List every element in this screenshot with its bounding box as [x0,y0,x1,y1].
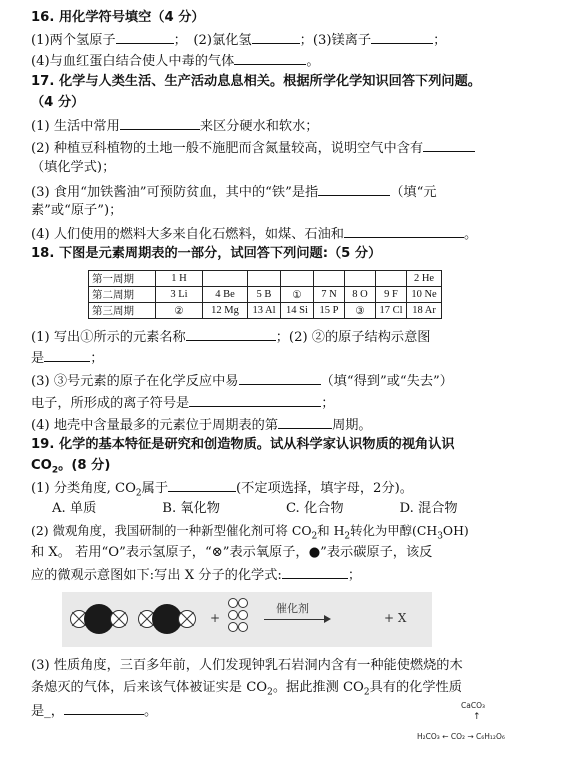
q18-line3: (3) ③号元素的原子在化学反应中易 （填“得到”或“失去”） [31,374,453,389]
element-cell: 12 Mg [203,303,248,319]
option-a: A. 单质 [52,501,97,516]
plus-sign: + [210,611,221,625]
conversion-chain: H₂CO₃ ← CO₂ → C₆H₁₂O₆ [417,732,505,741]
element-cell: 4 Be [203,287,248,303]
q17-line1: (1) 生活中常用 来区分硬水和软水； [31,119,319,134]
hydrogen-atom [238,610,248,620]
option-b: B. 氧化物 [162,501,220,516]
element-cell: 14 Si [281,303,314,319]
answer-blank[interactable] [120,117,200,130]
option-d: D. 混合物 [399,501,458,516]
catalyst-label: 催化剂 [276,602,309,615]
q16-title: 16. 用化学符号填空（4 分） [31,10,205,25]
answer-blank[interactable] [344,225,464,238]
q18-title: 18. 下图是元素周期表的一部分，试回答下列问题:（5 分） [31,246,382,261]
answer-blank[interactable] [189,394,321,407]
answer-blank[interactable] [239,372,321,385]
element-cell: 17 Cl [376,303,407,319]
up-arrow-icon: ↑ [473,712,481,722]
q19-line7: 是_， 。 [31,704,158,719]
element-cell: 13 Al [248,303,281,319]
oxygen-atom [110,610,128,628]
arrow-head-icon [324,615,331,623]
element-cell: 9 F [376,287,407,303]
table-row [89,287,442,303]
q16-line1: (1)两个氢原子 ； (2)氯化氢 ；(3)镁离子 ； [31,33,447,48]
q19-options [52,501,458,517]
element-cell: 2 He [407,271,442,287]
period-label: 第三周期 [89,303,156,319]
element-cell: 18 Ar [407,303,442,319]
q19-line1: (1) 分类角度, $CO_2$属于 (不定项选择，填字母，2分)。 [31,481,413,499]
empty-cell [314,271,345,287]
element-cell: ① [281,287,314,303]
answer-blank[interactable] [252,31,300,44]
table-row [89,271,442,287]
element-cell: ② [156,303,203,319]
empty-cell [203,271,248,287]
q18-line1: (1) 写出①所示的元素名称 ；(2) ②的原子结构示意图 [31,330,431,345]
q19-line5: (3) 性质角度，三百多年前，人们发现钟乳石岩洞内含有一种能使燃烧的木 [31,658,463,673]
hydrogen-atom [238,598,248,608]
q18-line4: 电子，所形成的离子符号是 ； [31,396,335,411]
oxygen-atom [178,610,196,628]
table-row [89,303,442,319]
hydrogen-atom [228,598,238,608]
periodic-table [88,270,442,319]
q17-title: 17. 化学与人类生活、生产活动息息相关。根据所学化学知识回答下列问题。 [31,74,481,89]
hydrogen-atom [228,610,238,620]
answer-blank[interactable] [44,349,90,362]
answer-blank[interactable] [318,183,390,196]
element-cell: 7 N [314,287,345,303]
q19-line4: 应的微观示意图如下:写出 X 分子的化学式: ； [31,568,362,583]
q17-score: （4 分） [31,95,85,110]
caco3-label: CaCO₃ [461,701,485,710]
element-cell: 3 Li [156,287,203,303]
answer-blank[interactable] [64,702,144,715]
element-cell: 8 O [345,287,376,303]
element-cell: 10 Ne [407,287,442,303]
answer-blank[interactable] [371,31,433,44]
answer-blank[interactable] [423,139,475,152]
q17-line4: (3) 食用“加铁酱油”可预防贫血，其中的“铁”是指 （填“元 [31,185,437,200]
empty-cell [345,271,376,287]
q17-line2: (2) 种植豆科植物的土地一般不施肥而含氮量较高，说明空气中含有 [31,139,475,157]
q19-line2: (2) 微观角度，我国研制的一种新型催化剂可将 $CO_2$和 $H_2$转化为甲醇$(CH_3OH)$ [31,523,469,542]
empty-cell [248,271,281,287]
element-cell: ③ [345,303,376,319]
empty-cell [281,271,314,287]
answer-blank[interactable] [278,416,332,429]
q19-line3: 和 X。 若用“O”表示氢原子，“⊗”表示氧原子，●”表示碳原子，该反 [31,545,433,560]
q19-line6: 条熄灭的气体，后来该气体被证实是 $CO_2$。据此推测 $CO_2$具有的化学性质 [31,680,462,698]
period-label: 第二周期 [89,287,156,303]
answer-blank[interactable] [234,52,306,65]
q17-line3: （填化学式)； [31,160,116,175]
answer-blank[interactable] [116,31,174,44]
product-x: + X [384,611,407,625]
element-cell: 15 P [314,303,345,319]
period-label: 第一周期 [89,271,156,287]
element-cell: 5 B [248,287,281,303]
answer-blank[interactable] [186,328,276,341]
hydrogen-atom [228,622,238,632]
option-c: C. 化合物 [285,501,344,516]
reaction-arrow [264,619,326,620]
answer-blank[interactable] [168,479,236,492]
q19-title2: $CO_2$。(8 分) [31,458,111,476]
q18-line2: 是 ； [31,351,104,366]
empty-cell [376,271,407,287]
answer-blank[interactable] [282,566,348,579]
q16-line2: (4)与血红蛋白结合使人中毒的气体 。 [31,54,320,69]
hydrogen-atom [238,622,248,632]
q17-line5: 素”或“原子”)； [31,203,123,218]
q18-line5: (4) 地壳中含量最多的元素位于周期表的第 周期。 [31,418,372,433]
element-cell: 1 H [156,271,203,287]
q19-title1: 19. 化学的基本特征是研究和创造物质。试从科学家认识物质的视角认识 [31,437,455,452]
reaction-diagram [62,592,432,647]
q17-line6: (4) 人们使用的燃料大多来自化石燃料，如煤、石油和 。 [31,227,478,242]
